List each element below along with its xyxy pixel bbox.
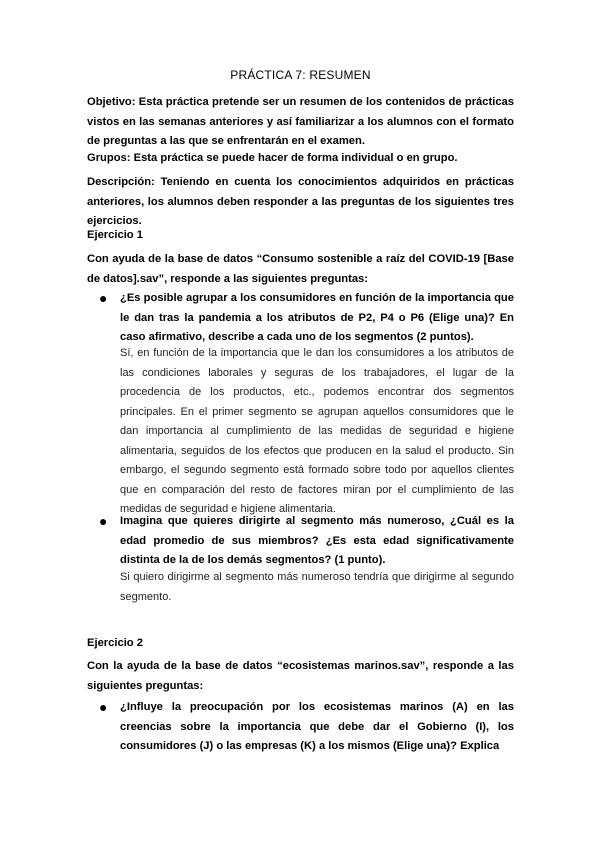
descripcion-paragraph: [87, 173, 514, 232]
ejercicio1-question-2: Imagina que quieres dirigirte al segmento más numeroso, ¿Cuál es la edad promedio de sus miembros? ¿Es esta edad significativamente distinta de la de los demás segmentos? (1 punto).: [120, 515, 514, 566]
descripcion-text: Teniendo en cuenta los conocimientos adquiridos en prácticas anteriores, los alumnos deben responder a las preguntas de los siguientes tres ejercicios.: [87, 176, 514, 227]
ejercicio1-answer-1: Sí, en función de la importancia que le dan los consumidores a los atributos de las condiciones laborales y seguras de los trabajadores, el lugar de la procedencia de los productos, etc., podemos encontrar dos segmentos principales. En el primer segmento se agrupan aquellos consumidores que le dan importancia al cumplimiento de las medidas de seguridad e higiene alimentaria, seguidos de los efectos que producen en la salud el producto. Sin embargo, el segundo segmento está formado sobre todo por aquellos clientes que en comparación del resto de factores miran por el cumplimiento de las medidas de seguridad e higiene alimentaria.: [120, 347, 514, 515]
grupos-paragraph: [87, 149, 514, 169]
ejercicio2-intro: Con la ayuda de la base de datos “ecosistemas marinos.sav”, responde a las siguientes preguntas:: [87, 660, 514, 692]
ejercicio2-question-1: ¿Influye la preocupación por los ecosistemas marinos (A) en las creencias sobre la importancia que debe dar el Gobierno (I), los consumidores (J) o las empresas (K) a los mismos (Elige una)? Explica: [120, 701, 514, 752]
ejercicio1-heading: Ejercicio 1: [87, 229, 143, 241]
page-title: PRÁCTICA 7: RESUMEN: [230, 68, 371, 82]
objetivo-text: Esta práctica pretende ser un resumen de los contenidos de prácticas vistos en las semanas anteriores y así familiarizar a los alumnos con el formato de preguntas a las que se enfrentarán en el examen.: [87, 96, 514, 147]
bullet-icon: ●: [99, 699, 108, 715]
ejercicio2-heading: Ejercicio 2: [87, 637, 143, 649]
ejercicio1-answer-2: Si quiero dirigirme al segmento más numeroso tendría que dirigirme al segundo segmento.: [120, 571, 514, 603]
ejercicio1-intro: Con ayuda de la base de datos “Consumo sostenible a raíz del COVID-19 [Base de datos].sav”, responde a las siguientes preguntas:: [87, 253, 514, 285]
objetivo-label: Objetivo:: [87, 96, 136, 108]
objetivo-paragraph: [87, 93, 514, 152]
grupos-text: Esta práctica se puede hacer de forma individual o en grupo.: [130, 152, 458, 164]
bullet-icon: ●: [99, 513, 108, 529]
bullet-icon: ●: [99, 290, 108, 306]
ejercicio1-question-1: ¿Es posible agrupar a los consumidores en función de la importancia que le dan tras la pandemia a los atributos de P2, P4 o P6 (Elige una)? En caso afirmativo, describe a cada uno de los segmentos (2 puntos).: [120, 292, 514, 343]
descripcion-label: Descripción:: [87, 176, 155, 188]
grupos-label: Grupos:: [87, 152, 131, 164]
